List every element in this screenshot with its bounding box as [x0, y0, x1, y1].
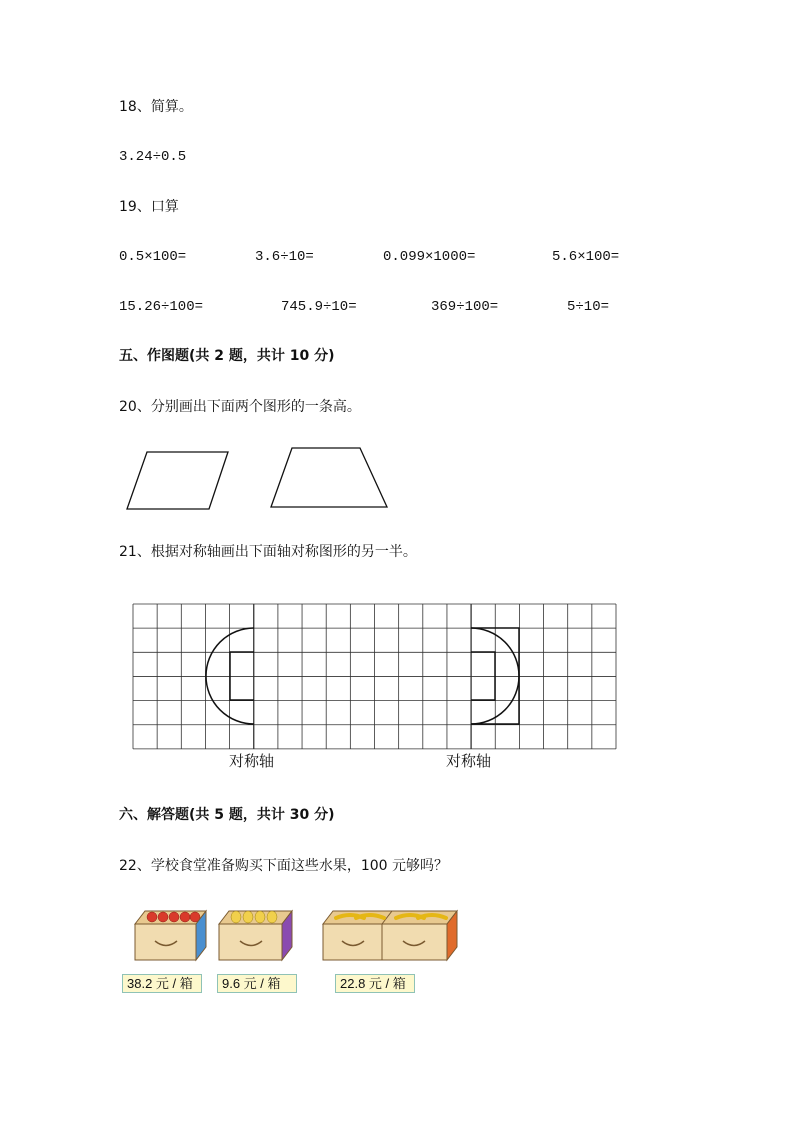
- q19-item: 15.26÷100=: [119, 299, 204, 315]
- q22-title: 22、学校食堂准备购买下面这些水果，100 元够吗？: [119, 858, 448, 874]
- q19-item: 0.099×1000=: [383, 249, 476, 265]
- q20-title: 20、分别画出下面两个图形的一条高。: [119, 399, 361, 415]
- section6-heading: 六、解答题(共 5 题，共计 30 分): [119, 807, 335, 823]
- q19-item: 745.9÷10=: [281, 299, 357, 315]
- apple-price-label: 38.2 元 / 箱: [122, 974, 202, 993]
- section5-heading: 五、作图题(共 2 题，共计 10 分): [119, 348, 335, 364]
- q18-title: 18、简算。: [119, 99, 193, 115]
- axis-label-left: 对称轴: [229, 752, 275, 770]
- banana-price-label: 22.8 元 / 箱: [335, 974, 415, 993]
- q19-title: 19、口算: [119, 199, 179, 215]
- q19-item: 5.6×100=: [552, 249, 620, 265]
- q19-item: 0.5×100=: [119, 249, 187, 265]
- q19-item: 3.6÷10=: [255, 249, 314, 265]
- q19-item: 5÷10=: [567, 299, 610, 315]
- axis-label-right: 对称轴: [446, 752, 492, 770]
- pear-price-label: 9.6 元 / 箱: [217, 974, 297, 993]
- q19-item: 369÷100=: [431, 299, 499, 315]
- q18-expression: 3.24÷0.5: [119, 149, 187, 165]
- q21-title: 21、根据对称轴画出下面轴对称图形的另一半。: [119, 544, 417, 560]
